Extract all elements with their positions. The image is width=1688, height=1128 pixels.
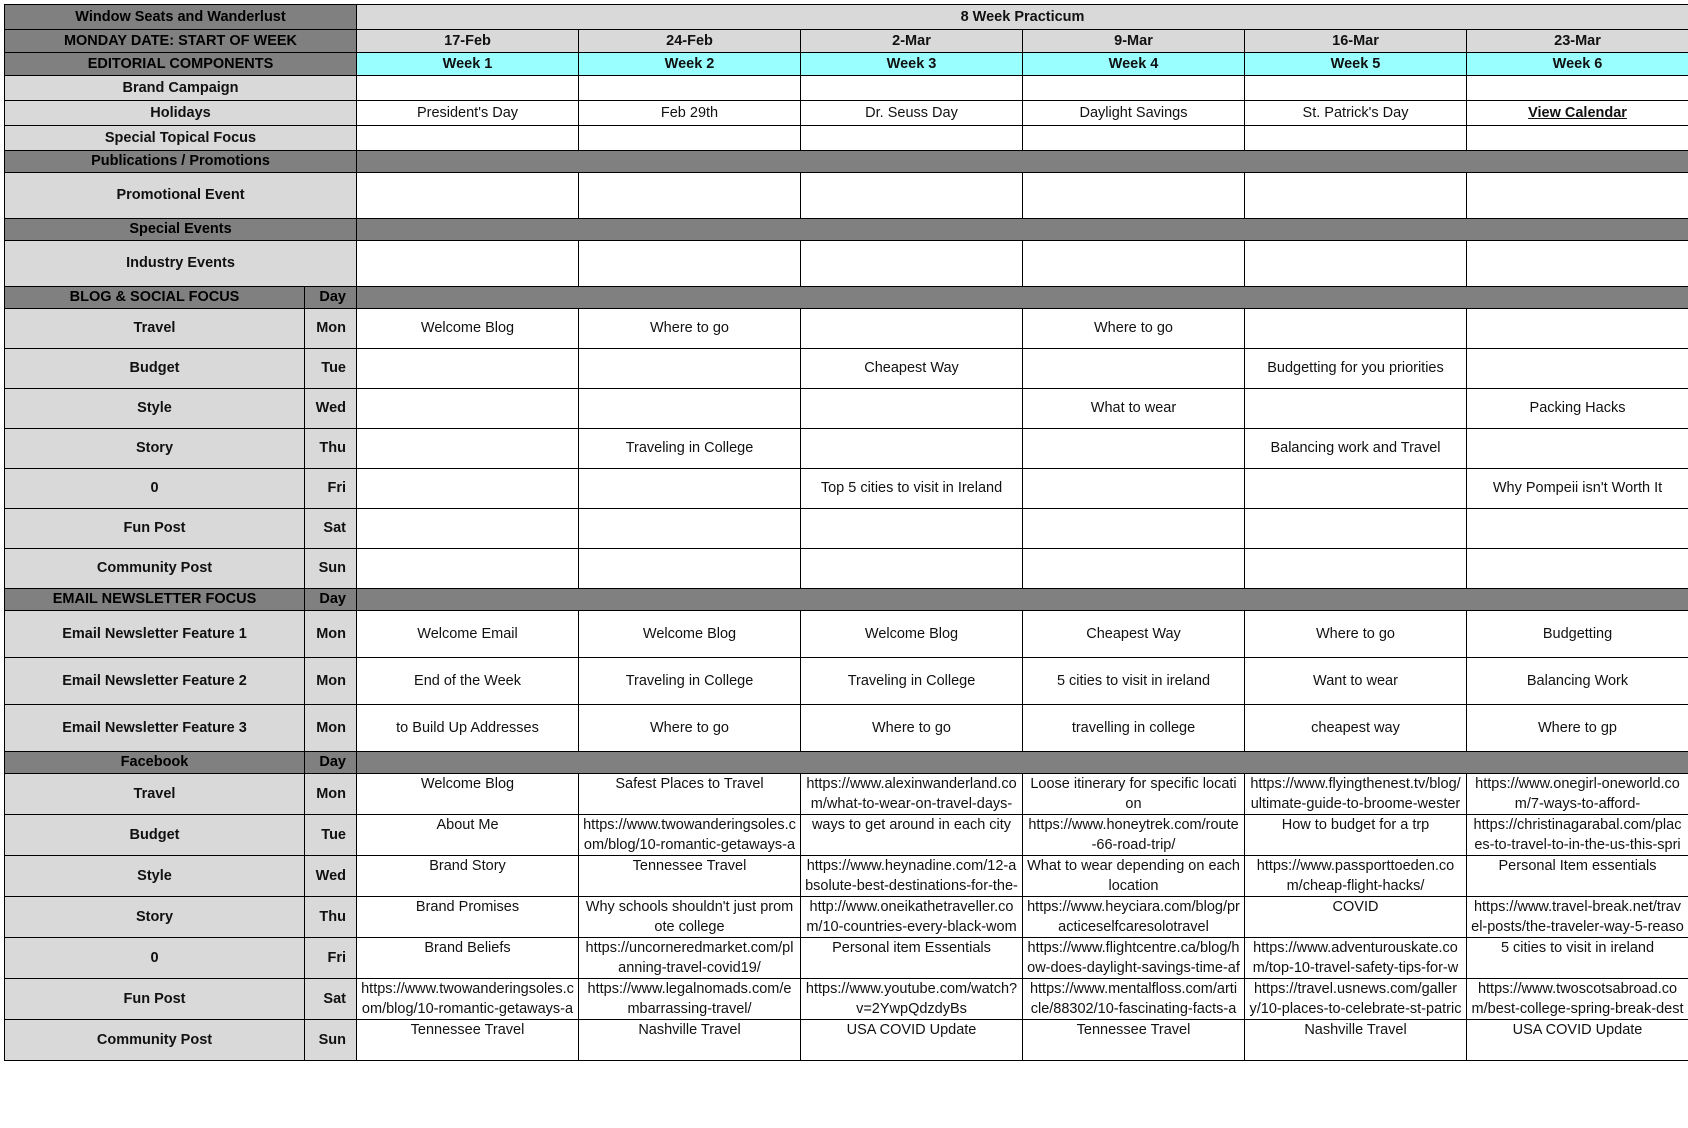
grid-cell[interactable] — [579, 173, 801, 219]
grid-cell[interactable]: Balancing work and Travel — [1245, 429, 1467, 469]
cell-text: Tennessee Travel — [632, 858, 747, 874]
cell-text: https://uncorneredmarket.com/planning-travel-covid19/ — [585, 940, 794, 976]
grid-cell[interactable] — [801, 429, 1023, 469]
grid-cell[interactable]: Where to go — [579, 705, 801, 752]
row-label: Budget — [5, 815, 305, 856]
week-label[interactable]: Week 6 — [1467, 53, 1688, 76]
cell-text: Why schools shouldn't just promote college — [585, 899, 794, 935]
row-day: Sat — [305, 979, 357, 1020]
cell-text: Welcome Blog — [420, 776, 515, 792]
grid-cell[interactable] — [357, 469, 579, 509]
grid-cell[interactable] — [1467, 938, 1688, 979]
grid-cell[interactable] — [1023, 76, 1245, 101]
row-label: Promotional Event — [5, 173, 357, 219]
row-day: Tue — [305, 349, 357, 389]
row-label: Fun Post — [5, 509, 305, 549]
grid-cell[interactable]: Where to go — [1245, 611, 1467, 658]
grid-cell[interactable] — [357, 897, 579, 938]
week-date[interactable]: 2-Mar — [801, 30, 1023, 53]
grid-cell[interactable] — [801, 938, 1023, 979]
day-header: Day — [305, 287, 357, 309]
grid-cell[interactable] — [1467, 774, 1688, 815]
cell-text: https://www.twowanderingsoles.com/blog/10-romantic-getaways-a — [361, 981, 574, 1017]
grid-cell[interactable] — [1245, 173, 1467, 219]
row-day: Mon — [305, 611, 357, 658]
grid-cell[interactable] — [1467, 76, 1688, 101]
grid-cell[interactable] — [579, 241, 801, 287]
row-label: Style — [5, 389, 305, 429]
row-day: Fri — [305, 938, 357, 979]
day-header: Day — [305, 752, 357, 774]
grid-cell[interactable] — [1023, 549, 1245, 589]
grid-cell[interactable]: Why Pompeii isn't Worth It — [1467, 469, 1688, 509]
cell-text: https://christinagarabal.com/places-to-travel-to-in-the-us-this-spri — [1473, 817, 1682, 853]
cell-text: Safest Places to Travel — [615, 776, 764, 792]
section-bar — [357, 752, 1688, 774]
cell-text: USA COVID Update — [846, 1022, 977, 1038]
grid-cell[interactable] — [801, 173, 1023, 219]
cell-text: https://www.heyciara.com/blog/practiceselfcaresolotravel — [1027, 899, 1240, 935]
section-bar — [357, 589, 1688, 611]
grid-cell[interactable] — [1467, 897, 1688, 938]
grid-cell[interactable]: 5 cities to visit in ireland — [1023, 658, 1245, 705]
grid-cell[interactable] — [357, 815, 579, 856]
section-email: EMAIL NEWSLETTER FOCUS — [5, 589, 305, 611]
week-date[interactable]: 23-Mar — [1467, 30, 1688, 53]
grid-cell[interactable] — [801, 509, 1023, 549]
grid-cell[interactable]: Cheapest Way — [1023, 611, 1245, 658]
cell-text: https://travel.usnews.com/gallery/10-places-to-celebrate-st-patric — [1249, 981, 1462, 1017]
grid-cell[interactable] — [579, 76, 801, 101]
grid-cell[interactable] — [801, 126, 1023, 151]
grid-cell[interactable] — [1245, 509, 1467, 549]
grid-cell[interactable] — [357, 349, 579, 389]
grid-cell[interactable] — [1023, 815, 1245, 856]
row-label: 0 — [5, 938, 305, 979]
grid-cell[interactable] — [1023, 173, 1245, 219]
row-day: Tue — [305, 815, 357, 856]
grid-cell[interactable]: Where to go — [579, 309, 801, 349]
cell-text: https://www.youtube.com/watch?v=2YwpQdzdyBs — [805, 981, 1018, 1017]
grid-cell[interactable]: travelling in college — [1023, 705, 1245, 752]
week-label[interactable]: Week 4 — [1023, 53, 1245, 76]
grid-cell[interactable]: Budgetting for you priorities — [1245, 349, 1467, 389]
grid-cell[interactable]: End of the Week — [357, 658, 579, 705]
cell-text: Personal Item essentials — [1498, 858, 1657, 874]
row-day: Sun — [305, 1020, 357, 1061]
section-bar — [357, 151, 1688, 173]
grid-cell[interactable]: Where to go — [801, 705, 1023, 752]
grid-cell[interactable] — [579, 389, 801, 429]
cell-text: https://www.heynadine.com/12-absolute-best-destinations-for-the- — [805, 858, 1018, 894]
grid-cell[interactable] — [1023, 897, 1245, 938]
row-label: Community Post — [5, 1020, 305, 1061]
week-label[interactable]: Week 1 — [357, 53, 579, 76]
grid-cell[interactable] — [579, 349, 801, 389]
row-label: Email Newsletter Feature 2 — [5, 658, 305, 705]
row-label: Email Newsletter Feature 1 — [5, 611, 305, 658]
grid-cell[interactable] — [579, 897, 801, 938]
grid-cell[interactable] — [801, 76, 1023, 101]
grid-cell[interactable] — [1023, 429, 1245, 469]
cell-text: ways to get around in each city — [811, 817, 1012, 833]
grid-cell[interactable]: Daylight Savings — [1023, 101, 1245, 126]
cell-text: Nashville Travel — [638, 1022, 741, 1038]
grid-cell[interactable] — [579, 774, 801, 815]
grid-cell[interactable] — [1467, 856, 1688, 897]
row-label: Industry Events — [5, 241, 357, 287]
grid-cell[interactable] — [1023, 349, 1245, 389]
week-label[interactable]: Week 5 — [1245, 53, 1467, 76]
grid-cell[interactable]: Traveling in College — [579, 429, 801, 469]
grid-cell[interactable] — [1467, 309, 1688, 349]
grid-cell[interactable] — [357, 509, 579, 549]
grid-cell[interactable] — [1023, 241, 1245, 287]
row-label: Travel — [5, 309, 305, 349]
row-label: Budget — [5, 349, 305, 389]
grid-cell[interactable] — [1023, 856, 1245, 897]
row-day: Wed — [305, 856, 357, 897]
grid-cell[interactable]: Welcome Email — [357, 611, 579, 658]
day-header: Day — [305, 589, 357, 611]
week-date[interactable]: 16-Mar — [1245, 30, 1467, 53]
cell-text: Brand Beliefs — [424, 940, 511, 956]
grid-cell[interactable] — [1245, 897, 1467, 938]
grid-cell[interactable] — [1023, 979, 1245, 1020]
view-calendar-link[interactable]: View Calendar — [1528, 104, 1627, 121]
grid-cell[interactable] — [801, 309, 1023, 349]
grid-cell[interactable] — [1245, 76, 1467, 101]
grid-cell[interactable]: Welcome Blog — [579, 611, 801, 658]
grid-cell[interactable]: Top 5 cities to visit in Ireland — [801, 469, 1023, 509]
row-label: Story — [5, 429, 305, 469]
grid-cell[interactable]: President's Day — [357, 101, 579, 126]
grid-cell[interactable] — [1467, 241, 1688, 287]
row-day: Mon — [305, 309, 357, 349]
row-day: Mon — [305, 705, 357, 752]
cell-text: What to wear depending on each location — [1027, 858, 1240, 894]
grid-cell[interactable] — [1023, 1020, 1245, 1061]
grid-cell[interactable] — [1245, 549, 1467, 589]
grid-cell[interactable] — [1245, 1020, 1467, 1061]
grid-cell[interactable] — [579, 126, 801, 151]
grid-cell[interactable]: cheapest way — [1245, 705, 1467, 752]
grid-cell[interactable] — [579, 815, 801, 856]
grid-cell[interactable] — [357, 856, 579, 897]
cell-text: https://www.travel-break.net/travel-posts/the-traveler-way-5-reaso — [1471, 899, 1684, 935]
cell-text: https://www.alexinwanderland.com/what-to-wear-on-travel-days- — [806, 776, 1017, 812]
grid-cell[interactable] — [1467, 126, 1688, 151]
grid-cell[interactable] — [579, 938, 801, 979]
cell-text: https://www.adventurouskate.com/top-10-travel-safety-tips-for-w — [1252, 940, 1459, 976]
grid-cell[interactable] — [1245, 389, 1467, 429]
grid-cell[interactable] — [579, 979, 801, 1020]
grid-cell[interactable] — [357, 979, 579, 1020]
cell-text: https://www.flyingthenest.tv/blog/ultimate-guide-to-broome-wester — [1250, 776, 1461, 812]
grid-cell[interactable] — [1467, 173, 1688, 219]
week-date[interactable]: 24-Feb — [579, 30, 801, 53]
grid-cell[interactable] — [1023, 126, 1245, 151]
grid-cell[interactable] — [579, 469, 801, 509]
section-blog: BLOG & SOCIAL FOCUS — [5, 287, 305, 309]
grid-cell[interactable] — [1245, 469, 1467, 509]
grid-cell[interactable] — [1023, 774, 1245, 815]
row-label: 0 — [5, 469, 305, 509]
grid-cell[interactable]: Where to gp — [1467, 705, 1688, 752]
grid-cell[interactable] — [1245, 241, 1467, 287]
grid-cell[interactable]: Traveling in College — [801, 658, 1023, 705]
grid-cell[interactable] — [1467, 429, 1688, 469]
cell-text: Brand Promises — [415, 899, 520, 915]
grid-cell[interactable] — [1245, 774, 1467, 815]
grid-cell[interactable] — [1467, 815, 1688, 856]
row-label: Special Topical Focus — [5, 126, 357, 151]
week-label[interactable]: Week 2 — [579, 53, 801, 76]
cell-text: https://www.flightcentre.ca/blog/how-does-daylight-savings-time-af — [1027, 940, 1240, 976]
grid-cell[interactable] — [801, 389, 1023, 429]
grid-cell[interactable] — [801, 979, 1023, 1020]
row-label: Holidays — [5, 101, 357, 126]
grid-cell[interactable] — [801, 856, 1023, 897]
row-day: Fri — [305, 469, 357, 509]
grid-cell[interactable]: to Build Up Addresses — [357, 705, 579, 752]
cell-text: How to budget for a trp — [1281, 817, 1430, 833]
grid-cell[interactable] — [579, 1020, 801, 1061]
editorial-components-label: EDITORIAL COMPONENTS — [5, 53, 357, 76]
grid-cell[interactable] — [1467, 979, 1688, 1020]
grid-cell[interactable]: Balancing Work — [1467, 658, 1688, 705]
cell-text: https://www.twowanderingsoles.com/blog/10-romantic-getaways-a — [583, 817, 796, 853]
grid-cell[interactable]: St. Patrick's Day — [1245, 101, 1467, 126]
week-label[interactable]: Week 3 — [801, 53, 1023, 76]
cell-text: Loose itinerary for specific location — [1030, 776, 1237, 812]
grid-cell[interactable] — [1245, 815, 1467, 856]
row-label: Travel — [5, 774, 305, 815]
cell-text: Tennessee Travel — [1076, 1022, 1191, 1038]
grid-cell[interactable] — [1245, 979, 1467, 1020]
row-day: Thu — [305, 897, 357, 938]
cell-text: http://www.oneikathetraveller.com/10-countries-every-black-wom — [806, 899, 1017, 935]
week-date[interactable]: 17-Feb — [357, 30, 579, 53]
grid-cell[interactable] — [579, 509, 801, 549]
monday-date-label: MONDAY DATE: START OF WEEK — [5, 30, 357, 53]
grid-cell[interactable]: Traveling in College — [579, 658, 801, 705]
row-label: Story — [5, 897, 305, 938]
grid-cell[interactable]: Budgetting — [1467, 611, 1688, 658]
grid-cell[interactable] — [1023, 509, 1245, 549]
row-label: Fun Post — [5, 979, 305, 1020]
grid-cell[interactable] — [1023, 469, 1245, 509]
grid-cell[interactable] — [1467, 549, 1688, 589]
row-day: Mon — [305, 658, 357, 705]
cell-text: Nashville Travel — [1304, 1022, 1407, 1038]
row-day: Thu — [305, 429, 357, 469]
row-label: Style — [5, 856, 305, 897]
practicum-title: 8 Week Practicum — [357, 5, 1688, 30]
grid-cell[interactable] — [357, 774, 579, 815]
grid-cell[interactable] — [801, 1020, 1023, 1061]
cell-text: https://www.honeytrek.com/route-66-road-trip/ — [1028, 817, 1239, 853]
grid-cell[interactable] — [1467, 509, 1688, 549]
row-day: Mon — [305, 774, 357, 815]
grid-cell[interactable] — [1467, 349, 1688, 389]
grid-cell[interactable] — [801, 774, 1023, 815]
grid-cell[interactable] — [1245, 309, 1467, 349]
grid-cell[interactable]: Want to wear — [1245, 658, 1467, 705]
grid-cell[interactable] — [357, 549, 579, 589]
grid-cell[interactable] — [357, 241, 579, 287]
grid-cell[interactable] — [579, 856, 801, 897]
grid-cell[interactable] — [357, 1020, 579, 1061]
grid-cell[interactable]: Welcome Blog — [357, 309, 579, 349]
section-facebook: Facebook — [5, 752, 305, 774]
grid-cell[interactable]: Feb 29th — [579, 101, 801, 126]
section-bar — [357, 219, 1688, 241]
row-label: Community Post — [5, 549, 305, 589]
sheet-title: Window Seats and Wanderlust — [5, 5, 357, 30]
grid-cell[interactable] — [801, 241, 1023, 287]
row-day: Sat — [305, 509, 357, 549]
grid-cell[interactable] — [357, 389, 579, 429]
cell-text: COVID — [1332, 899, 1379, 915]
cell-text: Personal item Essentials — [832, 940, 991, 956]
row-label: Email Newsletter Feature 3 — [5, 705, 305, 752]
cell-text: https://www.twoscotsabroad.com/best-college-spring-break-dest — [1471, 981, 1684, 1017]
row-day: Sun — [305, 549, 357, 589]
cell-text: https://www.onegirl-oneworld.com/7-ways-to-afford- — [1475, 776, 1680, 812]
cell-text: https://www.legalnomads.com/embarrassing-travel/ — [587, 981, 792, 1017]
grid-cell[interactable] — [801, 549, 1023, 589]
grid-cell[interactable] — [357, 76, 579, 101]
grid-cell[interactable]: Dr. Seuss Day — [801, 101, 1023, 126]
section-publications: Publications / Promotions — [5, 151, 357, 173]
grid-cell[interactable] — [357, 126, 579, 151]
cell-text: About Me — [436, 817, 499, 833]
grid-cell[interactable] — [579, 549, 801, 589]
row-day: Wed — [305, 389, 357, 429]
grid-cell[interactable]: Cheapest Way — [801, 349, 1023, 389]
cell-text: USA COVID Update — [1512, 1022, 1643, 1038]
grid-cell[interactable]: Packing Hacks — [1467, 389, 1688, 429]
cell-text: Tennessee Travel — [410, 1022, 525, 1038]
grid-cell[interactable] — [357, 173, 579, 219]
editorial-calendar-sheet — [4, 4, 1688, 1061]
grid-cell[interactable] — [801, 897, 1023, 938]
grid-cell[interactable] — [1467, 101, 1688, 126]
row-label: Brand Campaign — [5, 76, 357, 101]
grid-cell[interactable] — [1245, 856, 1467, 897]
cell-text: https://www.mentalfloss.com/article/88302/10-fascinating-facts-a — [1029, 981, 1238, 1017]
section-special-events: Special Events — [5, 219, 357, 241]
grid-cell[interactable]: What to wear — [1023, 389, 1245, 429]
section-bar — [357, 287, 1688, 309]
week-date[interactable]: 9-Mar — [1023, 30, 1245, 53]
cell-text: 5 cities to visit in ireland — [1500, 940, 1655, 956]
cell-text: Brand Story — [429, 858, 506, 874]
grid-cell[interactable] — [357, 938, 579, 979]
grid-cell[interactable]: Welcome Blog — [801, 611, 1023, 658]
grid-cell[interactable] — [1245, 938, 1467, 979]
grid-cell[interactable] — [801, 815, 1023, 856]
grid-cell[interactable] — [357, 429, 579, 469]
grid-cell[interactable] — [1467, 1020, 1688, 1061]
grid-cell[interactable] — [1245, 126, 1467, 151]
grid-cell[interactable] — [1023, 938, 1245, 979]
grid-cell[interactable]: Where to go — [1023, 309, 1245, 349]
cell-text: https://www.passporttoeden.com/cheap-flight-hacks/ — [1256, 858, 1455, 894]
